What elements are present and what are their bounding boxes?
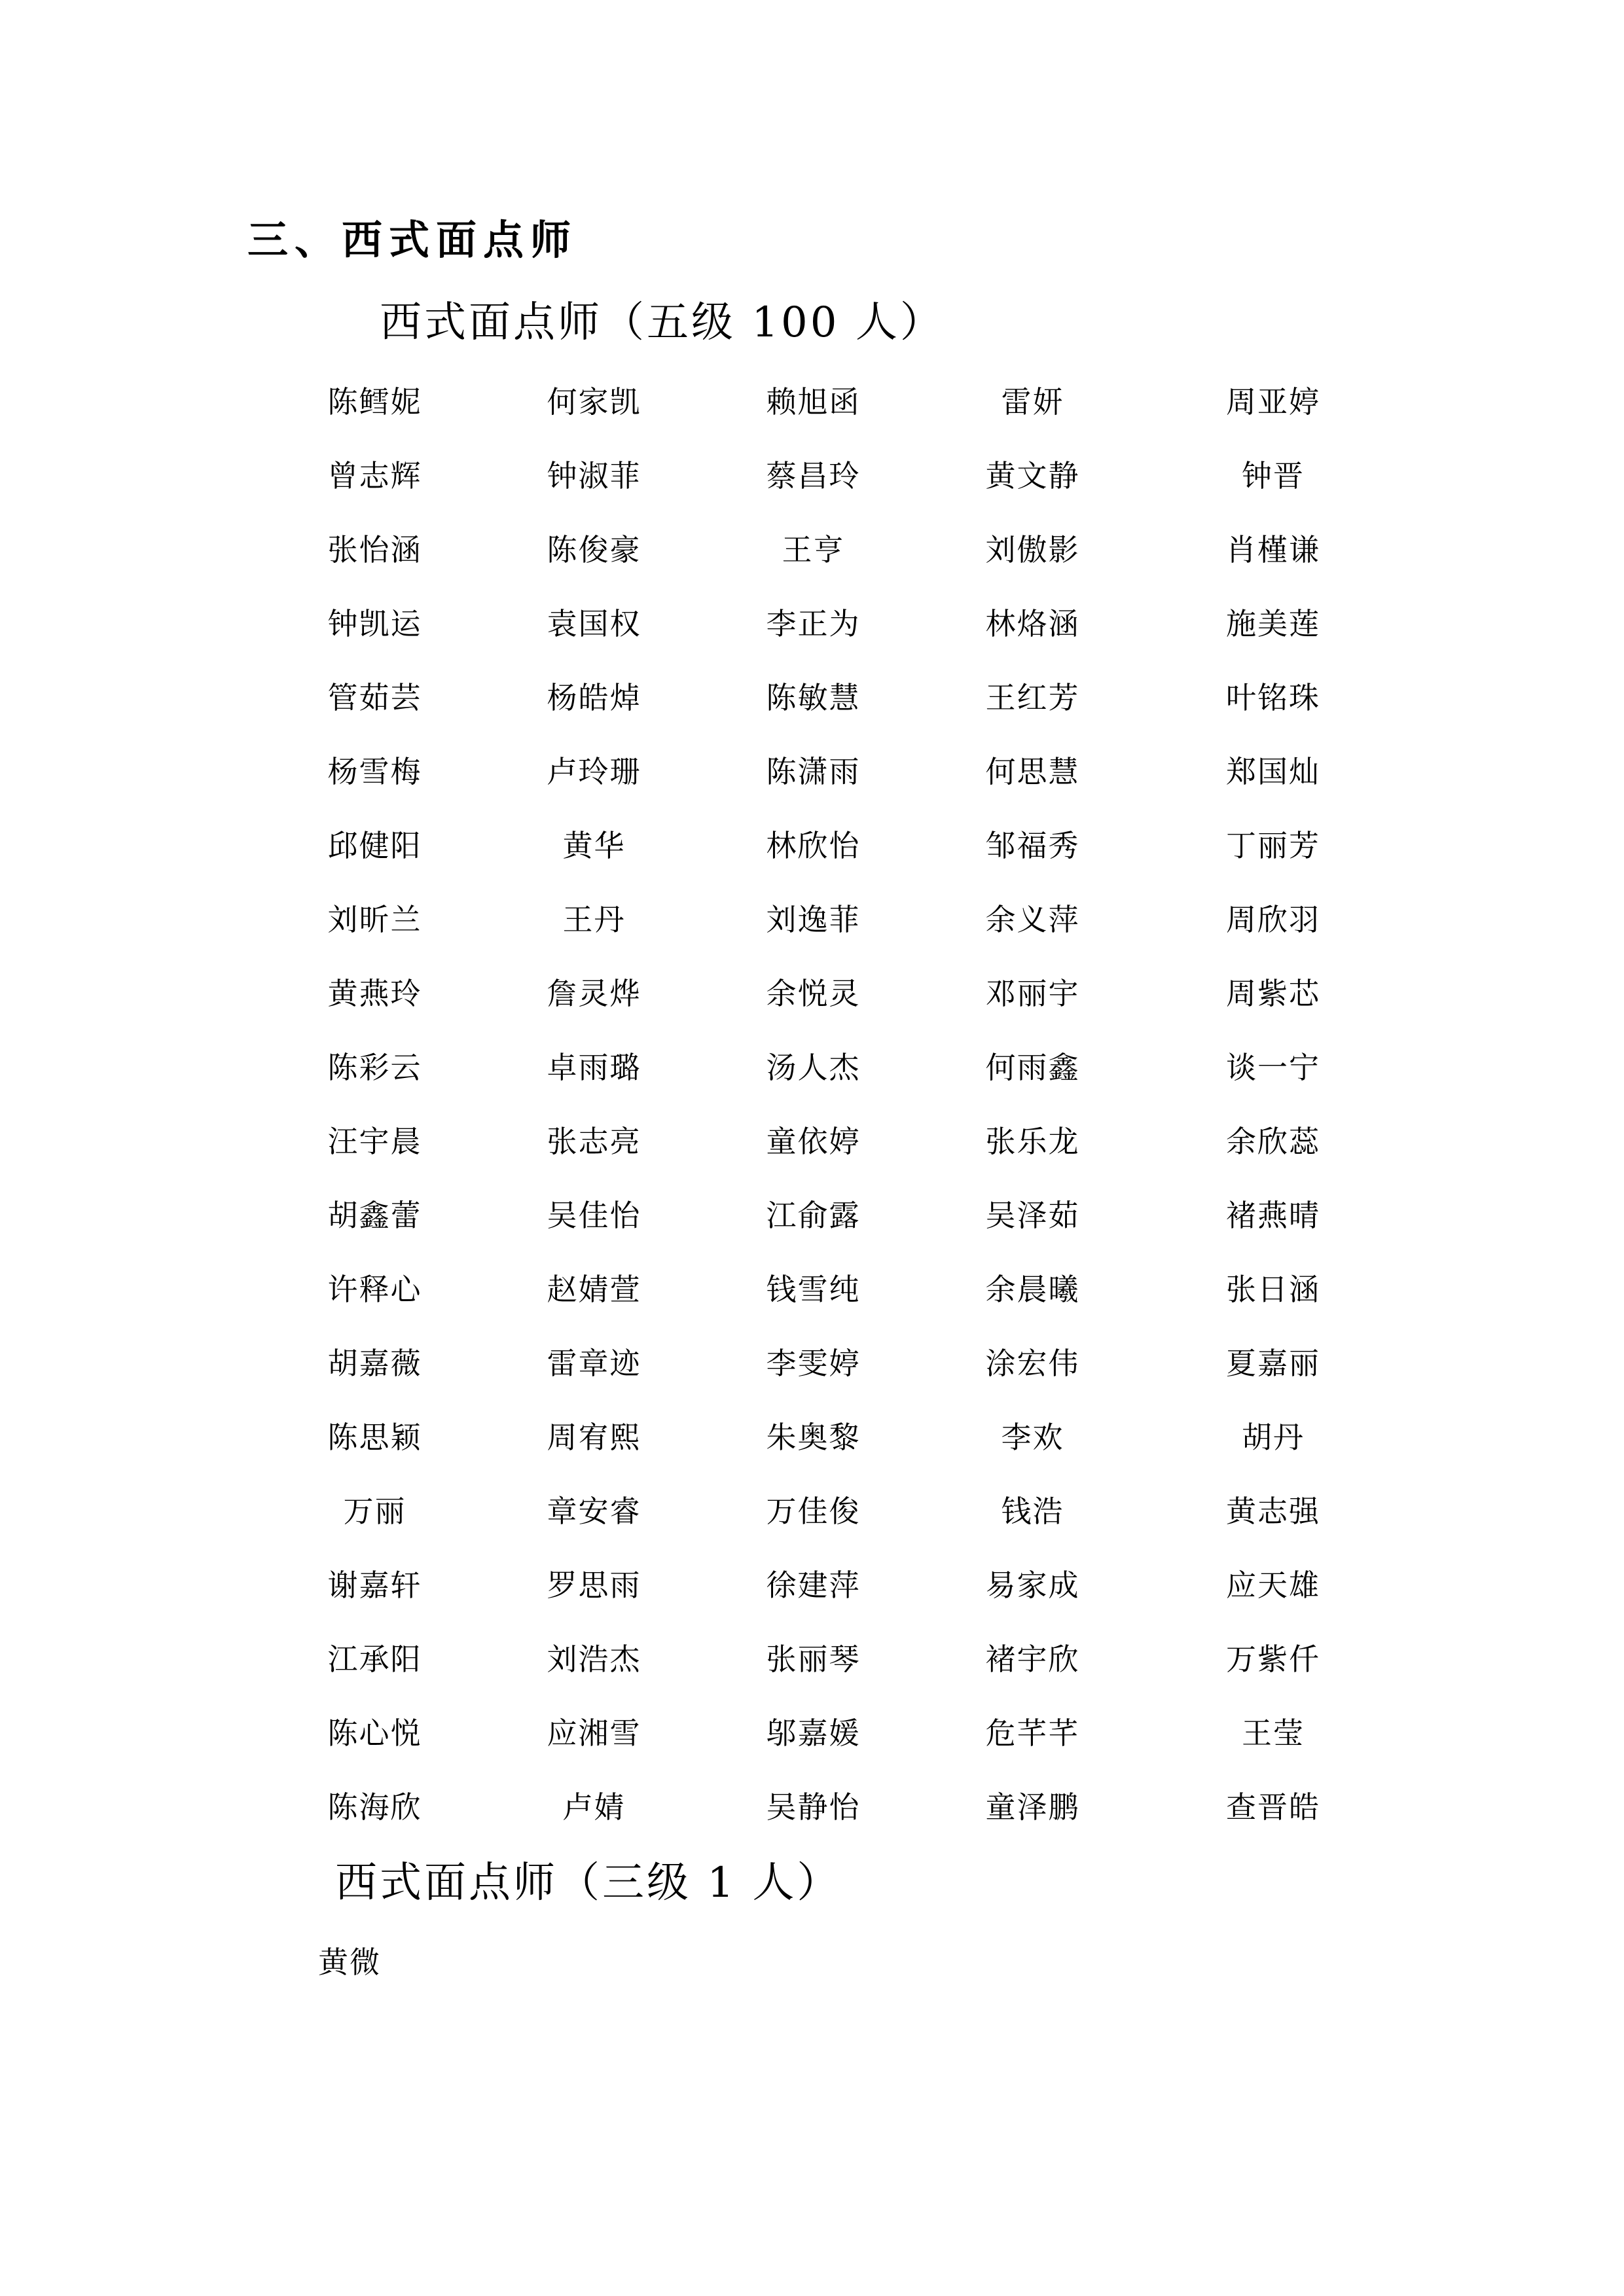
name-cell: 黄华: [562, 828, 626, 863]
name-cell: 周紫芯: [1226, 976, 1320, 1011]
level3-name: 黄微: [318, 1945, 381, 1980]
name-cell: 王莹: [1242, 1715, 1305, 1751]
name-cell: 蔡昌玲: [766, 458, 861, 493]
name-cell: 刘浩杰: [547, 1641, 641, 1677]
name-cell: 赵婧萱: [547, 1272, 641, 1307]
name-cell: 查晋皓: [1226, 1789, 1320, 1825]
name-cell: 王红芳: [985, 680, 1080, 715]
name-cell: 李雯婷: [766, 1346, 861, 1381]
name-cell: 童依婷: [766, 1124, 861, 1159]
section-heading: 三、西式面点师: [247, 216, 578, 264]
name-cell: 张乐龙: [985, 1124, 1080, 1159]
name-cell: 邬嘉媛: [766, 1715, 861, 1751]
name-cell: 杨雪梅: [327, 754, 422, 789]
name-cell: 何家凯: [547, 384, 641, 420]
name-cell: 管茹芸: [327, 680, 422, 715]
name-cell: 林欣怡: [766, 828, 861, 863]
level5-name-list: [265, 376, 1404, 1855]
name-cell: 万丽: [343, 1494, 406, 1529]
name-cell: 褚燕晴: [1226, 1198, 1320, 1233]
name-cell: 袁国权: [547, 606, 641, 641]
name-cell: 万佳俊: [766, 1494, 861, 1529]
name-cell: 胡丹: [1242, 1420, 1305, 1455]
name-cell: 谈一宁: [1226, 1050, 1320, 1085]
name-cell: 刘昕兰: [327, 902, 422, 937]
name-cell: 郑国灿: [1226, 754, 1320, 789]
name-cell: 雷妍: [1001, 384, 1064, 420]
name-cell: 陈彩云: [327, 1050, 422, 1085]
name-cell: 施美莲: [1226, 606, 1320, 641]
name-cell: 邓丽宇: [985, 976, 1080, 1011]
name-cell: 杨皓焯: [547, 680, 641, 715]
name-cell: 危芊芊: [985, 1715, 1080, 1751]
name-cell: 吴佳怡: [547, 1198, 641, 1233]
name-cell: 周亚婷: [1226, 384, 1320, 420]
name-cell: 钟晋: [1242, 458, 1305, 493]
name-cell: 钱雪纯: [766, 1272, 861, 1307]
name-cell: 余悦灵: [766, 976, 861, 1011]
name-cell: 褚宇欣: [985, 1641, 1080, 1677]
name-cell: 陈俊豪: [547, 532, 641, 567]
name-cell: 章安睿: [547, 1494, 641, 1529]
name-cell: 徐建萍: [766, 1568, 861, 1603]
name-cell: 余义萍: [985, 902, 1080, 937]
name-cell: 余欣蕊: [1226, 1124, 1320, 1159]
name-cell: 张志亮: [547, 1124, 641, 1159]
name-cell: 叶铭珠: [1226, 680, 1320, 715]
name-cell: 王亨: [782, 532, 845, 567]
name-cell: 林烙涵: [985, 606, 1080, 641]
name-cell: 钟凯运: [327, 606, 422, 641]
name-cell: 胡嘉薇: [327, 1346, 422, 1381]
level3-title: 西式面点师（三级 1 人）: [335, 1859, 842, 1907]
name-cell: 应天雄: [1226, 1568, 1320, 1603]
name-cell: 邱健阳: [327, 828, 422, 863]
name-cell: 周宥熙: [547, 1420, 641, 1455]
name-cell: 卓雨璐: [547, 1050, 641, 1085]
name-cell: 赖旭函: [766, 384, 861, 420]
name-cell: 张怡涵: [327, 532, 422, 567]
name-cell: 夏嘉丽: [1226, 1346, 1320, 1381]
name-cell: 卢玲珊: [547, 754, 641, 789]
name-cell: 童泽鹏: [985, 1789, 1080, 1825]
name-cell: 黄燕玲: [327, 976, 422, 1011]
name-cell: 陈心悦: [327, 1715, 422, 1751]
name-cell: 汪宇晨: [327, 1124, 422, 1159]
name-cell: 钱浩: [1001, 1494, 1064, 1529]
name-cell: 何思慧: [985, 754, 1080, 789]
name-cell: 李正为: [766, 606, 861, 641]
name-cell: 汤人杰: [766, 1050, 861, 1085]
name-cell: 何雨鑫: [985, 1050, 1080, 1085]
name-cell: 涂宏伟: [985, 1346, 1080, 1381]
name-cell: 卢婧: [562, 1789, 626, 1825]
name-cell: 应湘雪: [547, 1715, 641, 1751]
name-cell: 许释心: [327, 1272, 422, 1307]
name-cell: 邹福秀: [985, 828, 1080, 863]
name-cell: 黄志强: [1226, 1494, 1320, 1529]
name-cell: 罗思雨: [547, 1568, 641, 1603]
name-cell: 陈鳕妮: [327, 384, 422, 420]
name-cell: 雷章迹: [547, 1346, 641, 1381]
name-cell: 陈思颖: [327, 1420, 422, 1455]
name-cell: 胡鑫蕾: [327, 1198, 422, 1233]
name-cell: 肖槿谦: [1226, 532, 1320, 567]
name-cell: 丁丽芳: [1226, 828, 1320, 863]
name-cell: 江承阳: [327, 1641, 422, 1677]
name-cell: 李欢: [1001, 1420, 1064, 1455]
name-cell: 吴静怡: [766, 1789, 861, 1825]
name-cell: 张日涵: [1226, 1272, 1320, 1307]
name-cell: 朱奥黎: [766, 1420, 861, 1455]
level5-title: 西式面点师（五级 100 人）: [380, 298, 945, 347]
name-cell: 曾志辉: [327, 458, 422, 493]
name-cell: 吴泽茹: [985, 1198, 1080, 1233]
name-cell: 易家成: [985, 1568, 1080, 1603]
name-cell: 万紫仟: [1226, 1641, 1320, 1677]
name-cell: 黄文静: [985, 458, 1080, 493]
name-cell: 王丹: [562, 902, 626, 937]
name-cell: 谢嘉轩: [327, 1568, 422, 1603]
name-cell: 刘逸菲: [766, 902, 861, 937]
name-cell: 陈敏慧: [766, 680, 861, 715]
name-cell: 周欣羽: [1226, 902, 1320, 937]
name-cell: 余晨曦: [985, 1272, 1080, 1307]
name-cell: 陈潇雨: [766, 754, 861, 789]
name-cell: 钟淑菲: [547, 458, 641, 493]
name-cell: 江俞露: [766, 1198, 861, 1233]
name-cell: 詹灵烨: [547, 976, 641, 1011]
name-cell: 陈海欣: [327, 1789, 422, 1825]
name-cell: 刘傲影: [985, 532, 1080, 567]
name-cell: 张丽琴: [766, 1641, 861, 1677]
